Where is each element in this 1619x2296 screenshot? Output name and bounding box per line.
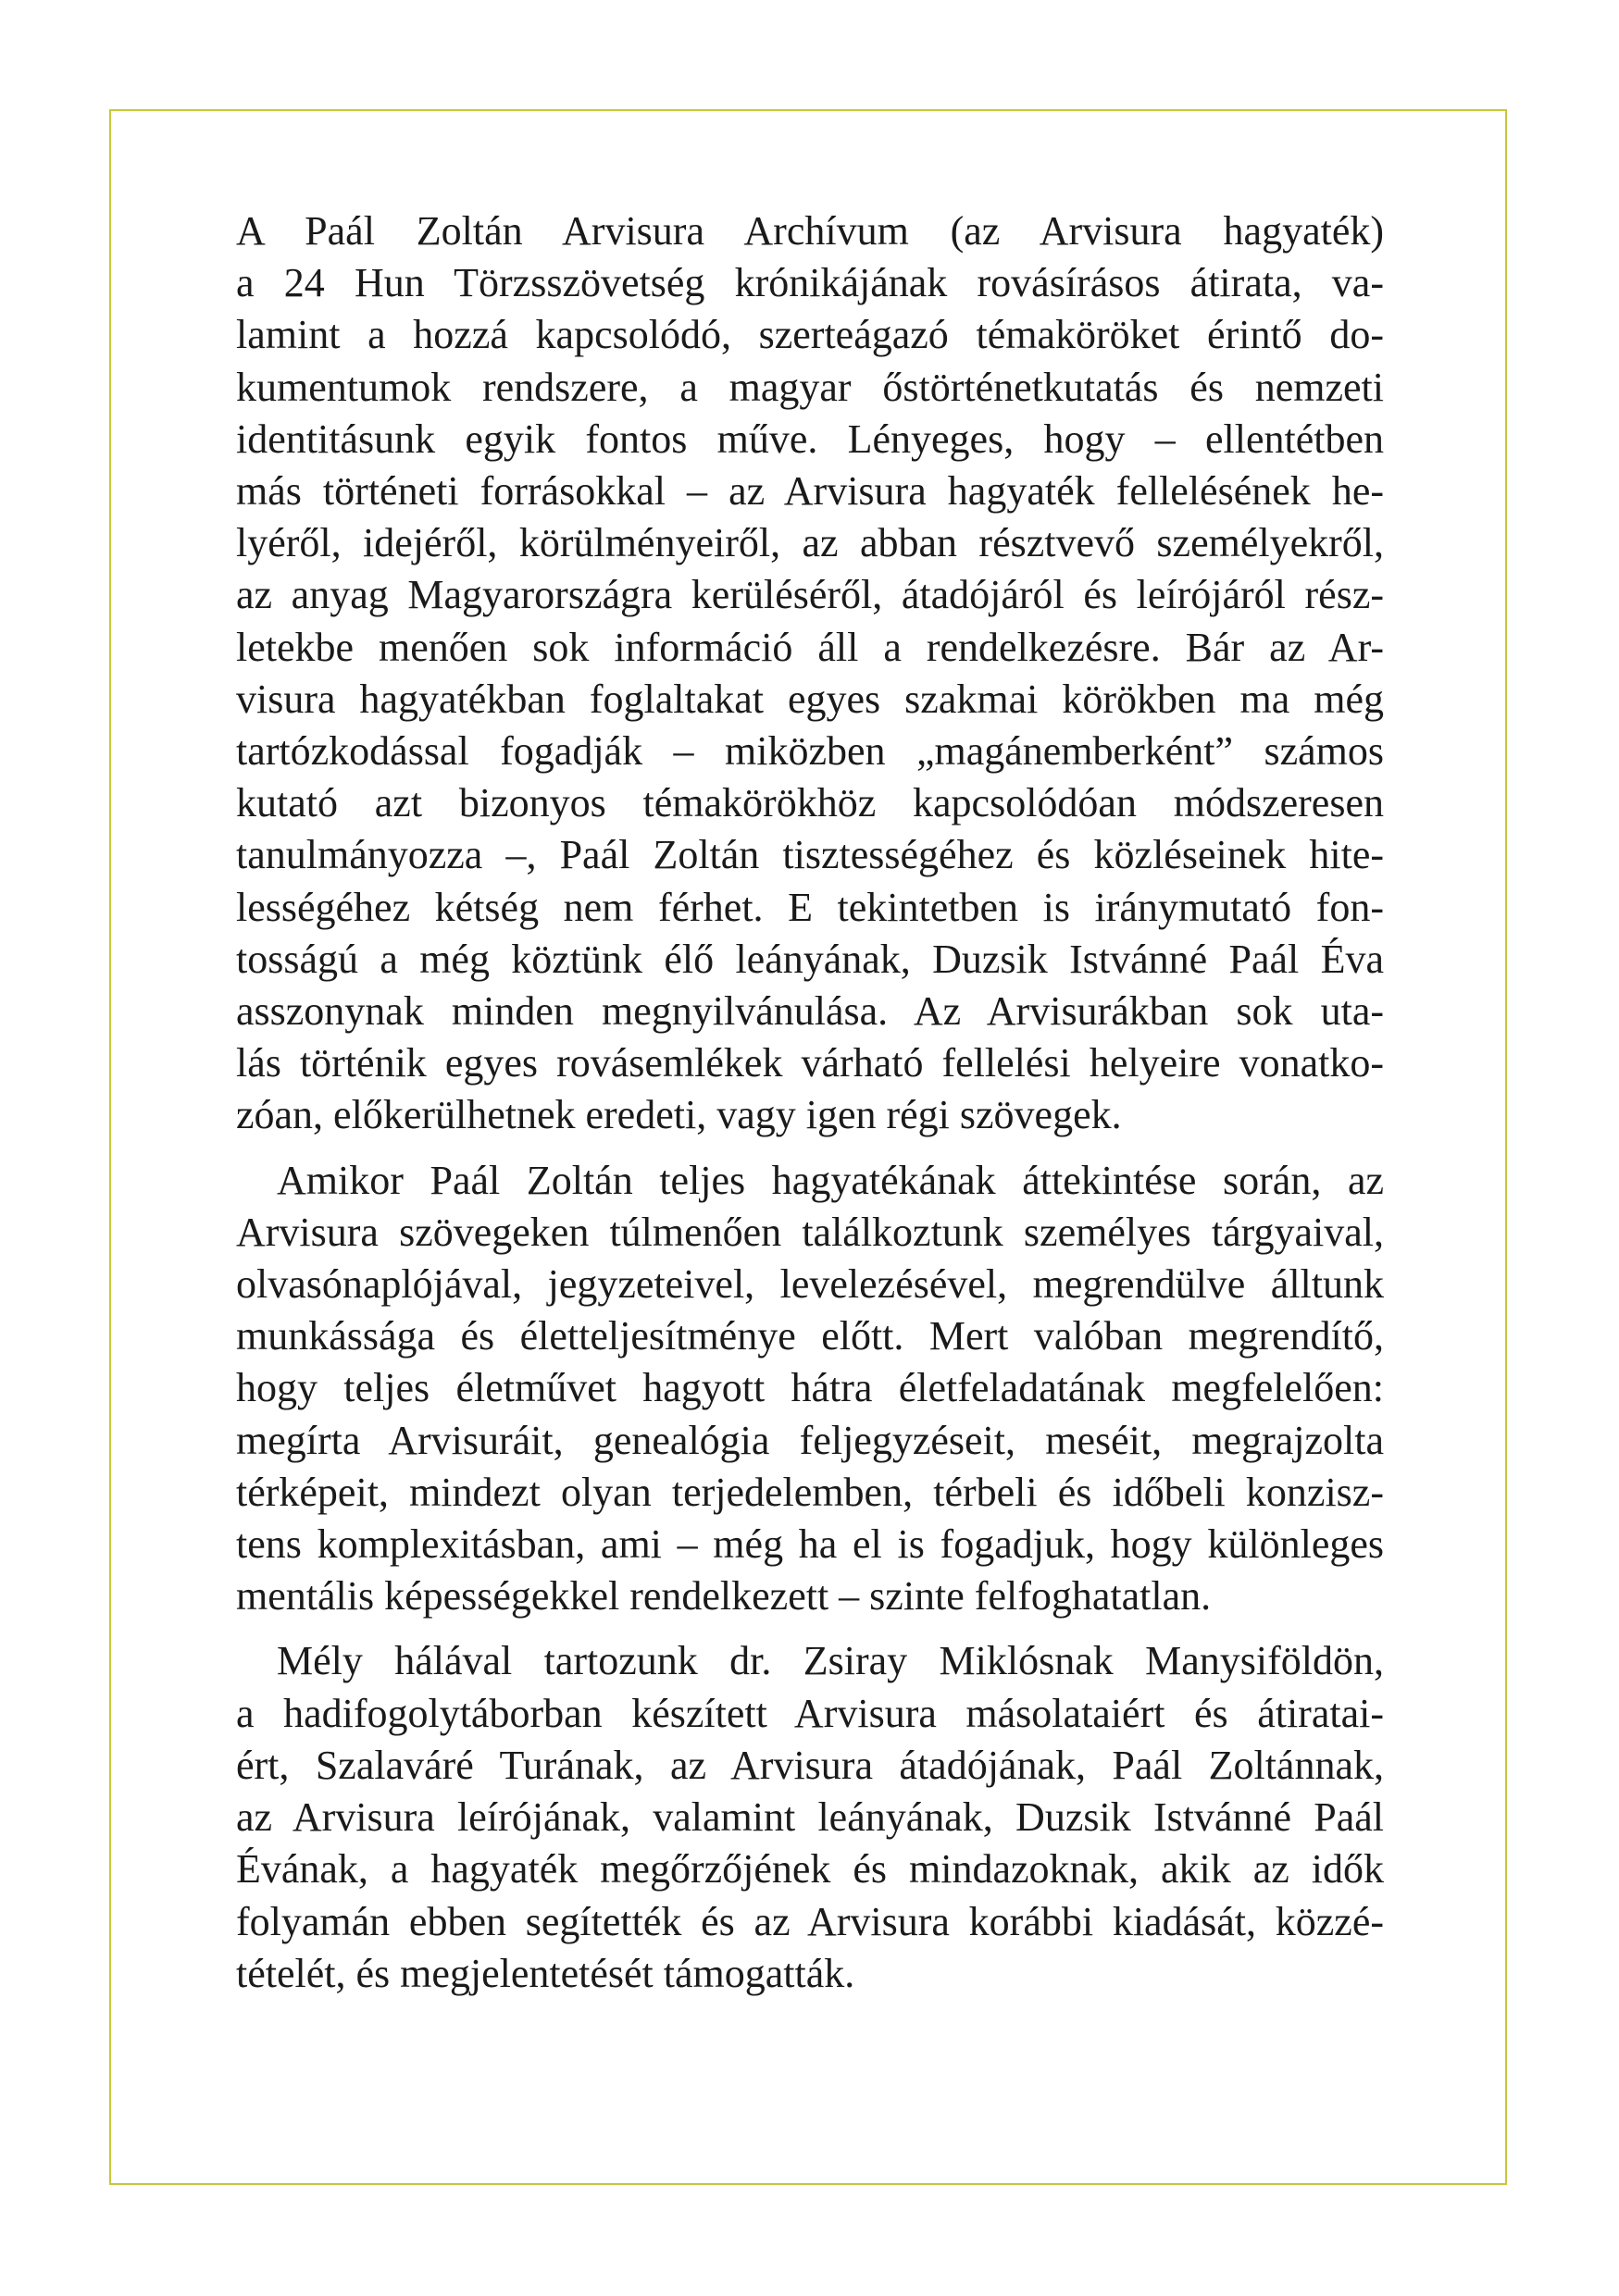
text-line: folyamán ebben segítették és az Arvisura korábbi kiadását, közzé- (236, 1898, 1384, 1944)
text-line: asszonynak minden megnyilvánulása. Az Arvisurákban sok uta- (236, 988, 1384, 1035)
text-line: hogy teljes életművet hagyott hátra életfeladatának megfelelően: (236, 1365, 1384, 1411)
text-line: kutató azt bizonyos témakörökhöz kapcsolódóan módszeresen (236, 780, 1384, 826)
text-line: az anyag Magyarországra kerüléséről, átadójáról és leírójáról rész- (236, 572, 1384, 618)
paragraph-spacer (236, 1622, 1384, 1635)
text-line: zóan, előkerülhetnek eredeti, vagy igen régi szövegek. (236, 1092, 1122, 1138)
text-line: lás történik egyes rovásemlékek várható fellelési helyeire vonatko- (236, 1040, 1384, 1086)
text-line: tens komplexitásban, ami – még ha el is fogadjuk, hogy különleges (236, 1521, 1384, 1568)
text-line: Évának, a hagyaték megőrzőjének és mindazoknak, akik az idők (236, 1846, 1384, 1893)
text-line: mentális képességekkel rendelkezett – szinte felfoghatatlan. (236, 1573, 1212, 1620)
text-line: A Paál Zoltán Arvisura Archívum (az Arvisura hagyaték) (236, 208, 1384, 254)
text-line: a hadifogolytáborban készített Arvisura másolataiért és átiratai- (236, 1690, 1384, 1736)
paragraph-3 (236, 1635, 1384, 1999)
text-line: megírta Arvisuráit, genealógia feljegyzéseit, meséit, megrajzolta (236, 1417, 1384, 1463)
text-line: kumentumok rendszere, a magyar őstörténetkutatás és nemzeti (236, 364, 1384, 410)
text-line: tosságú a még köztünk élő leányának, Duzsik Istvánné Paál Éva (236, 936, 1384, 982)
text-line: a 24 Hun Törzsszövetség krónikájának rovásírásos átirata, va- (236, 260, 1384, 306)
paragraph-1 (236, 205, 1384, 1142)
text-line: ért, Szalaváré Turának, az Arvisura átadójának, Paál Zoltánnak, (236, 1742, 1384, 1788)
text-line: tételét, és megjelentetését támogatták. (236, 1950, 855, 1996)
text-line: letekbe menően sok információ áll a rendelkezésre. Bár az Ar- (236, 624, 1384, 670)
text-line: Arvisura szövegeken túlmenően találkoztunk személyes tárgyaival, (236, 1209, 1384, 1255)
text-line: tanulmányozza –, Paál Zoltán tisztességéhez és közléseinek hite- (236, 832, 1384, 878)
document-body (236, 205, 1384, 2000)
text-line: térképeit, mindezt olyan terjedelemben, térbeli és időbeli konzisz- (236, 1469, 1384, 1515)
text-line: identitásunk egyik fontos műve. Lényeges, hogy – ellentétben (236, 416, 1384, 462)
text-line: az Arvisura leírójának, valamint leányának, Duzsik Istvánné Paál (236, 1794, 1384, 1841)
text-line: lamint a hozzá kapcsolódó, szerteágazó témaköröket érintő do- (236, 312, 1384, 358)
text-line: visura hagyatékban foglaltakat egyes szakmai körökben ma még (236, 676, 1384, 722)
text-line: Amikor Paál Zoltán teljes hagyatékának áttekintése során, az (277, 1157, 1384, 1203)
text-line: lyéről, idejéről, körülményeiről, az abban résztvevő személyekről, (236, 520, 1384, 566)
text-line: tartózkodással fogadják – miközben „magánemberként” számos (236, 728, 1384, 775)
text-line: Mély hálával tartozunk dr. Zsiray Miklósnak Manysiföldön, (277, 1638, 1384, 1684)
text-line: más történeti forrásokkal – az Arvisura hagyaték fellelésének he- (236, 468, 1384, 515)
paragraph-2 (236, 1155, 1384, 1623)
text-line: munkássága és életteljesítménye előtt. Mert valóban megrendítő, (236, 1313, 1384, 1359)
text-line: olvasónaplójával, jegyzeteivel, levelezésével, megrendülve álltunk (236, 1261, 1384, 1308)
paragraph-spacer (236, 1142, 1384, 1155)
text-line: lességéhez kétség nem férhet. E tekintetben is iránymutató fon- (236, 884, 1384, 930)
